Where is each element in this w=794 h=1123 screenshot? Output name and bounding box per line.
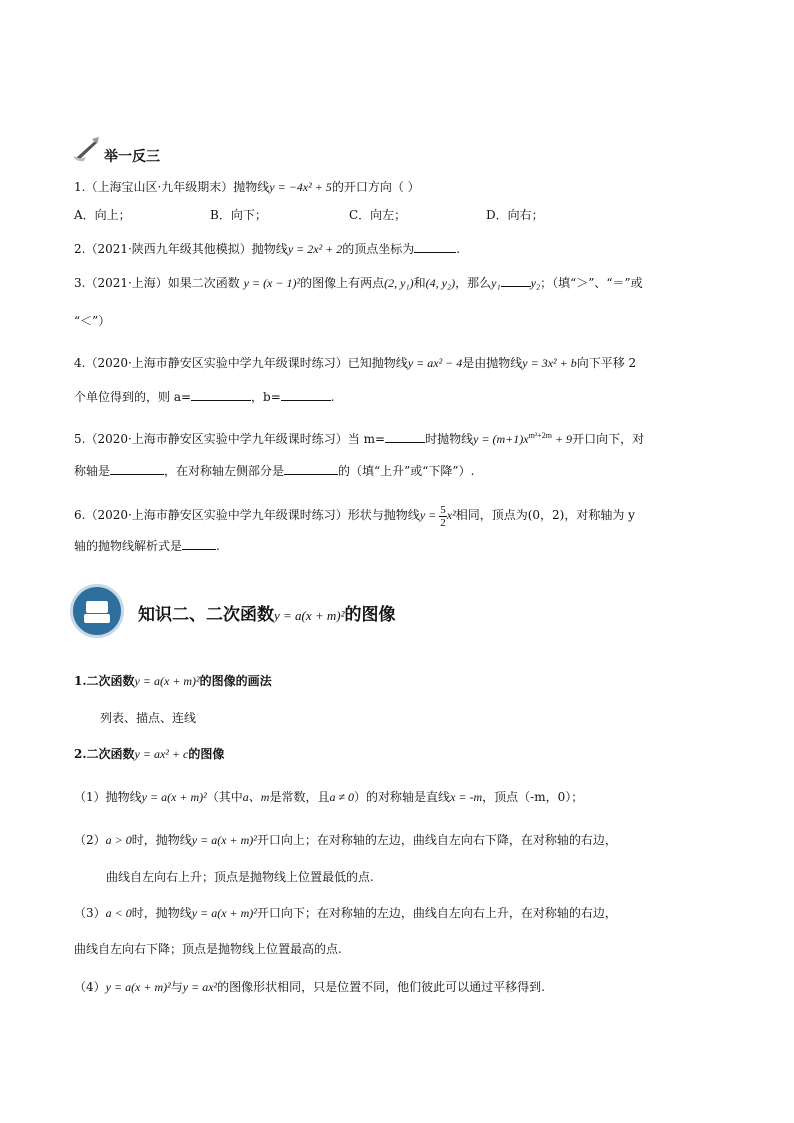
q6-suffix: 相同，顶点为(0，2)，对称轴为 y [455, 508, 635, 522]
part-1-title-suffix: 的图像的画法 [199, 674, 272, 688]
question-5 [74, 427, 644, 448]
item-2-b: 时，抛物线 [131, 833, 192, 847]
book-icon [70, 584, 124, 638]
q4-end: . [330, 390, 335, 404]
q3-point-1: (2, y₁) [384, 276, 414, 290]
q3-formula: y = (x − 1)² [243, 276, 301, 290]
q6-prefix: 6.（2020·上海市静安区实验中学九年级课时练习）形状与抛物线 [74, 508, 420, 522]
q5-left-label: ，在对称轴左侧部分是 [164, 464, 285, 478]
q6-end: . [216, 539, 220, 553]
item-1-c: 是常数，且 [269, 790, 330, 804]
q2-suffix: 的顶点坐标为 [342, 242, 415, 256]
item-1 [74, 788, 583, 806]
q3-prefix: 3.（2021·上海）如果二次函数 [74, 276, 240, 290]
q5-prefix: 5.（2020·上海市静安区实验中学九年级课时练习）当 m= [74, 432, 386, 446]
section-title-formula: y = a(x + m)² [274, 608, 345, 623]
q5-mid: 时抛物线 [425, 432, 474, 446]
q3-fill-hint: ；（填“＞”、“＝”或 [540, 276, 643, 290]
q2-prefix: 2.（2021·陕西九年级其他模拟）抛物线 [74, 242, 288, 256]
question-1 [74, 178, 420, 196]
q2-end: . [456, 242, 461, 256]
q6-formula: y = $\frac{5}{2}$ x² [419, 503, 456, 529]
item-2-a: （2） [74, 833, 106, 847]
q2-answer-blank[interactable] [414, 240, 456, 253]
part-1-title [74, 672, 272, 690]
item-4-formula-1: y = a(x + m)² [105, 980, 171, 994]
q6-frac-num: 5 [440, 503, 446, 516]
item-4-formula-2: y = ax² [182, 980, 218, 994]
part-1-title-formula: y = a(x + m)² [134, 674, 200, 688]
q3-point-2: (4, y₂) [425, 276, 456, 290]
q1-option-c[interactable]: C．向左； [349, 208, 407, 222]
q3-y2: y₂ [530, 276, 541, 290]
q2-formula: y = 2x² + 2 [287, 242, 343, 256]
item-1-d: ）的对称轴是直线 [354, 790, 451, 804]
item-3-line-2: 曲线自左向右下降；顶点是抛物线上位置最高的点. [74, 942, 342, 956]
part-1-body: 列表、描点、连线 [100, 711, 197, 725]
item-2-line-2: 曲线自左向右上升；顶点是抛物线上位置最低的点. [106, 870, 374, 884]
q1-formula: y = −4x² + 5 [269, 180, 332, 194]
q4-line-2 [74, 388, 335, 406]
question-3 [74, 274, 643, 292]
item-4 [74, 978, 545, 996]
q4-suffix: 向下平移 2 [576, 356, 637, 370]
item-2-cond: a > 0 [105, 833, 132, 847]
q3-answer-blank[interactable] [501, 274, 531, 287]
q4-formula-2: y = 3x² + b [522, 356, 577, 370]
item-3-cond: a < 0 [105, 906, 132, 920]
q5-fill-hint: 的（填“上升”或“下降”）. [338, 464, 475, 478]
question-2 [74, 240, 460, 258]
item-1-b: （其中 [206, 790, 243, 804]
part-2-title-formula: y = ax² + c [134, 747, 189, 761]
q5-line-2 [74, 462, 474, 480]
q5-m-blank[interactable] [385, 430, 425, 443]
q4-prefix: 4.（2020·上海市静安区实验中学九年级课时练习）已知抛物线 [74, 356, 408, 370]
q4-a-blank[interactable] [191, 388, 251, 401]
question-4 [74, 354, 636, 372]
item-4-c: 的图像形状相同，只是位置不同，他们彼此可以通过平移得到. [217, 980, 545, 994]
q6-answer-blank[interactable] [182, 537, 216, 550]
q4-mid: 是由抛物线 [462, 356, 523, 370]
q5-axis-label: 称轴是 [74, 464, 111, 478]
q5-axis-blank[interactable] [110, 462, 164, 475]
item-1-e: ，顶点（-m，0）； [482, 790, 584, 804]
q5-left-blank[interactable] [284, 462, 338, 475]
q3-line-2: “＜”） [74, 314, 111, 328]
exercise-heading: 举一反三 [104, 149, 160, 165]
item-3-c: 开口向下；在对称轴的左边，曲线自左向右上升，在对称轴的右边， [256, 906, 617, 920]
q5-formula: $y = (m+1)x^{m^2+2m} + 9$ [473, 431, 573, 446]
item-2-formula: y = a(x + m)² [191, 833, 257, 847]
section-title-suffix: 的图像 [344, 605, 396, 625]
item-1-a: （1）抛物线 [74, 790, 142, 804]
q6-label: 轴的抛物线解析式是 [74, 539, 183, 553]
item-3 [74, 904, 617, 922]
q4-a-label: 个单位得到的，则 a= [74, 390, 192, 404]
q3-mid: 的图像上有两点 [300, 276, 385, 290]
item-2 [74, 831, 617, 849]
quill-pen-icon [72, 136, 100, 162]
q1-prefix: 1.（上海宝山区·九年级期末）抛物线 [74, 180, 270, 194]
q1-option-b[interactable]: B．向下； [210, 208, 267, 222]
q1-option-d[interactable]: D．向右； [486, 208, 544, 222]
q6-frac-den: 2 [440, 516, 446, 529]
item-3-formula: y = a(x + m)² [191, 906, 257, 920]
part-2-title-prefix: 2.二次函数 [74, 747, 135, 761]
item-1-am: a、m [242, 790, 270, 804]
item-1-cond: a ≠ 0 [329, 790, 355, 804]
part-2-title-suffix: 的图像 [188, 747, 225, 761]
q3-and: 和 [413, 276, 426, 290]
section-title-prefix: 知识二、二次函数 [138, 605, 274, 625]
part-1-title-prefix: 1.二次函数 [74, 674, 135, 688]
item-4-b: 与 [170, 980, 183, 994]
question-6 [74, 502, 635, 529]
q4-b-blank[interactable] [281, 388, 331, 401]
q4-b-label: ，b= [251, 390, 281, 404]
q4-formula-1: y = ax² − 4 [407, 356, 463, 370]
q1-option-a[interactable]: A．向上； [74, 208, 131, 222]
item-3-a: （3） [74, 906, 106, 920]
item-1-formula: y = a(x + m)² [141, 790, 207, 804]
item-1-axis: x = -m [450, 790, 483, 804]
item-3-b: 时，抛物线 [131, 906, 192, 920]
q5-suffix: 开口向下，对 [572, 432, 645, 446]
item-4-a: （4） [74, 980, 106, 994]
q6-formula-tail: x² [446, 508, 456, 522]
q3-then: ，那么 [455, 276, 492, 290]
part-2-title [74, 745, 224, 763]
q3-y1: y₁ [491, 276, 501, 290]
section-title [138, 600, 396, 625]
q1-suffix: 的开口方向（ ） [331, 180, 420, 194]
item-2-c: 开口向上；在对称轴的左边，曲线自左向右下降，在对称轴的右边， [256, 833, 617, 847]
q6-line-2 [74, 537, 220, 555]
